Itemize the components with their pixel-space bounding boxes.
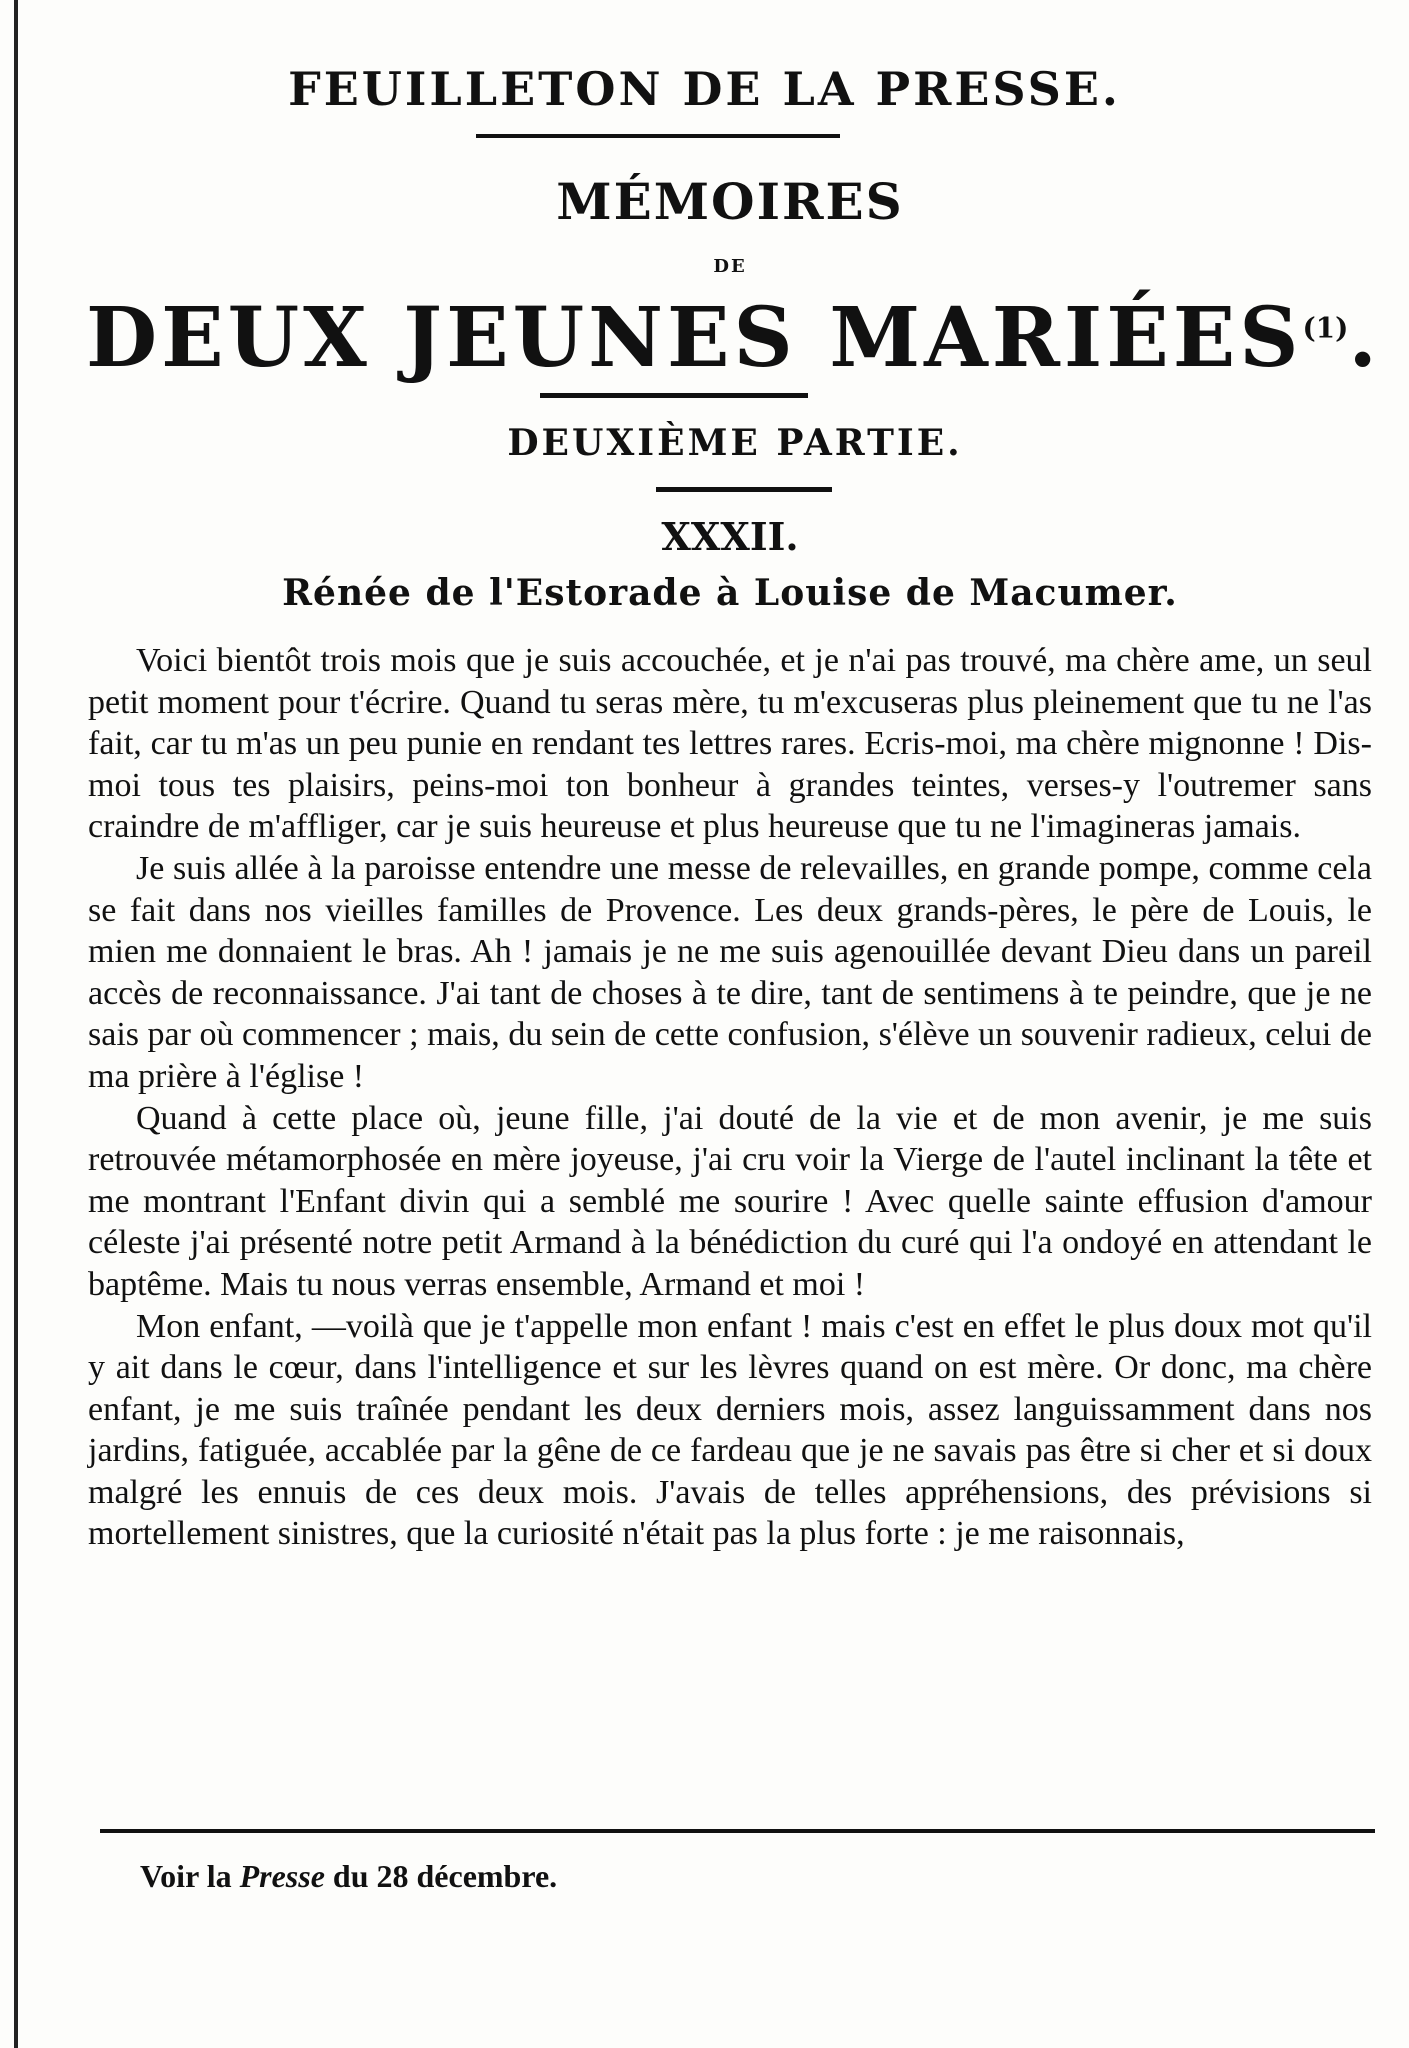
footnote-journal: Presse [239, 1858, 325, 1894]
rule-under-masthead [476, 134, 840, 138]
main-title-text: DEUX JEUNES MARIÉES [86, 290, 1303, 386]
paragraph: Voici bientôt trois mois que je suis accouchée, et je n'ai pas trouvé, ma chère ame, un seul petit moment pour t'écrire. Quand tu seras mère, tu m'excuseras plus pleinement que tu ne l'as fait, car tu m'as un peu punie en rendant tes lettres rares. Ecris-moi, ma chère mignonne ! Dis-moi tous tes plaisirs, peins-moi ton bonheur à grandes teintes, verses-y l'outremer sans craindre de m'affliger, car je suis heureuse et plus heureuse que tu ne l'imagineras jamais. [88, 642, 1372, 846]
footnote [140, 1858, 557, 1895]
chapter-number: XXXII. [661, 514, 799, 559]
main-title-period: . [1348, 290, 1381, 386]
part-heading: DEUXIÈME PARTIE. [507, 422, 963, 464]
masthead: FEUILLETON DE LA PRESSE. [288, 62, 1121, 116]
title-line-1: MÉMOIRES [556, 172, 904, 231]
letter-heading: Rénée de l'Estorade à Louise de Macumer. [282, 572, 1178, 614]
rule-under-part [656, 487, 832, 492]
footnote-marker: (1) [1302, 311, 1349, 345]
paragraph: Je suis allée à la paroisse entendre une messe de relevailles, en grande pompe, comme cela se fait dans nos vieilles familles de Provence. Les deux grands-pères, le père de Louis, le mien me donnaient le bras. Ah ! jamais je ne me suis agenouillée devant Dieu dans un pareil accès de reconnaissance. J'ai tant de choses à te dire, tant de sentimens à te peindre, que je ne sais par où commencer ; mais, du sein de cette confusion, s'élève un souvenir radieux, celui de ma prière à l'église ! [88, 849, 1372, 1095]
main-title [86, 290, 1381, 386]
title-connector: DE [713, 256, 747, 277]
footnote-prefix: Voir la [140, 1858, 240, 1894]
rule-above-footnote [100, 1829, 1375, 1833]
footnote-suffix: du 28 décembre. [324, 1858, 558, 1894]
rule-under-title [540, 393, 808, 398]
column-border [14, 0, 18, 2048]
article-body [88, 640, 1372, 1555]
paragraph: Quand à cette place où, jeune fille, j'ai douté de la vie et de mon avenir, je me suis retrouvée métamorphosée en mère joyeuse, j'ai cru voir la Vierge de l'autel inclinant la tête et me montrant l'Enfant divin qui a semblé me sourire ! Avec quelle sainte effusion d'amour céleste j'ai présenté notre petit Armand à la bénédiction du curé qui l'a ondoyé en attendant le baptême. Mais tu nous verras ensemble, Armand et moi ! [88, 1099, 1372, 1303]
paragraph: Mon enfant, —voilà que je t'appelle mon enfant ! mais c'est en effet le plus doux mot qu'il y ait dans le cœur, dans l'intelligence et sur les lèvres quand on est mère. Or donc, ma chère enfant, je me suis traînée pendant les deux derniers mois, assez languissamment dans nos jardins, fatiguée, accablée par la gêne de ce fardeau que je ne savais pas être si cher et si doux malgré les ennuis de ces deux mois. J'avais de telles appréhensions, des prévisions si mortellement sinistres, que la curiosité n'était pas la plus forte : je me raisonnais, [88, 1307, 1372, 1553]
